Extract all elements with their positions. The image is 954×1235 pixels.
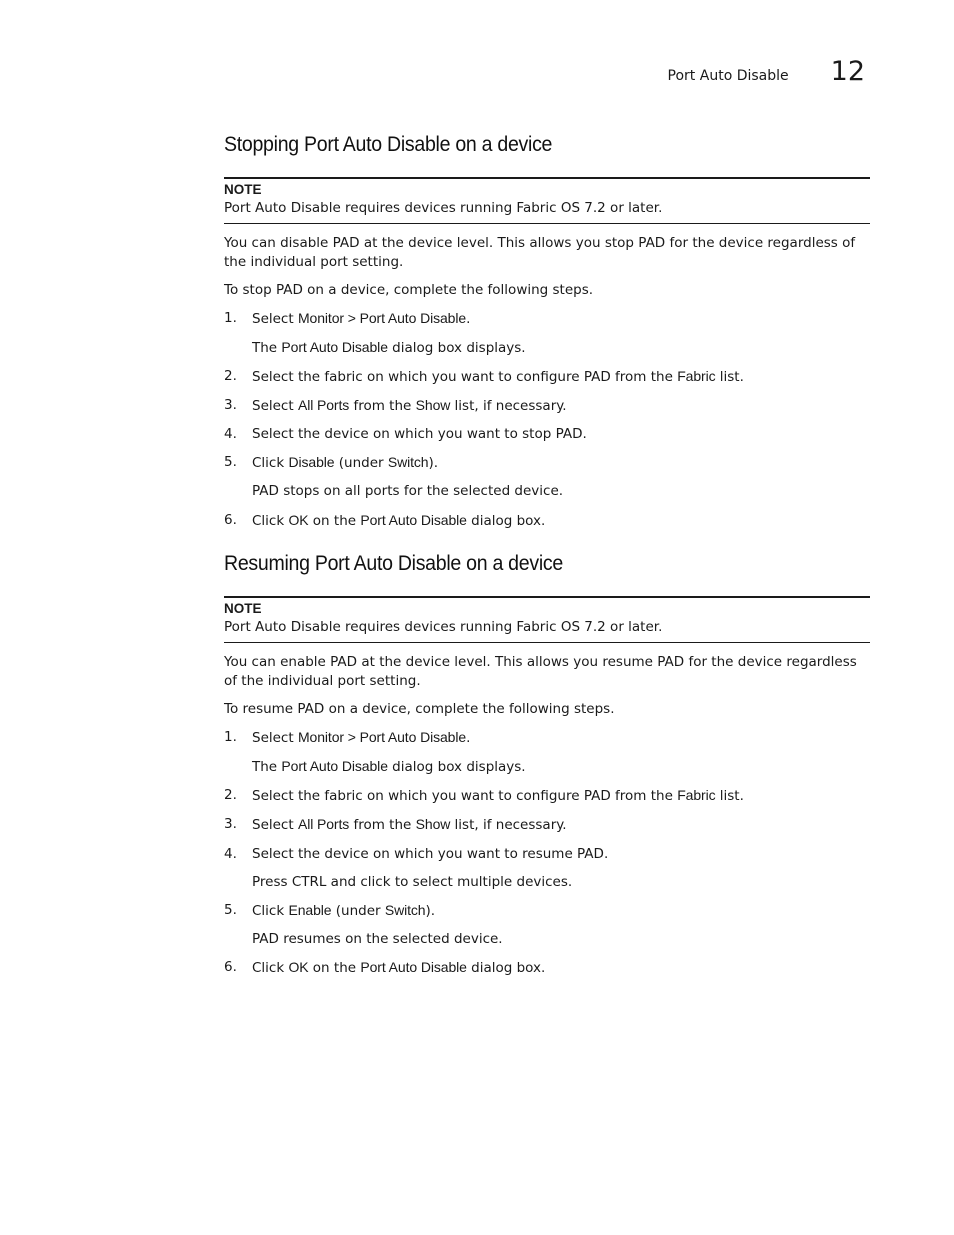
- ui-label: Show: [415, 397, 451, 413]
- note-box: [224, 177, 870, 224]
- ui-label: Fabric: [677, 368, 716, 384]
- step-item: [224, 728, 870, 748]
- step-text: Select All Ports from the Show list, if necessary.: [252, 397, 567, 414]
- ui-label: Monitor > Port Auto Disable: [297, 729, 467, 745]
- note-text: Port Auto Disable requires devices running Fabric OS 7.2 or later.: [224, 619, 663, 635]
- intro-paragraph: You can enable PAD at the device level. This allows you resume PAD for the device regardless of the individual port setting.: [224, 654, 857, 689]
- step-text: Select Monitor > Port Auto Disable.: [252, 310, 471, 327]
- step-item: [224, 901, 870, 921]
- ui-label: All Ports: [297, 816, 350, 832]
- step-item: [224, 367, 870, 387]
- note-box: [224, 596, 870, 643]
- section-stopping: [224, 133, 870, 531]
- running-header: [668, 56, 865, 87]
- step-number: 1.: [224, 310, 237, 326]
- lead-paragraph: To stop PAD on a device, complete the following steps.: [224, 282, 594, 298]
- step-result: The Port Auto Disable dialog box displays.: [252, 758, 526, 775]
- step-number: 3.: [224, 816, 237, 832]
- step-result: The Port Auto Disable dialog box displays.: [252, 339, 526, 356]
- step-number: 3.: [224, 397, 237, 413]
- step-item: [224, 815, 870, 835]
- ui-label: Port Auto Disable: [360, 959, 467, 975]
- ui-label: Monitor > Port Auto Disable: [297, 310, 467, 326]
- ui-label: Switch: [384, 902, 426, 918]
- step-text: Select the fabric on which you want to configure PAD from the Fabric list.: [252, 787, 744, 804]
- section-title: Stopping Port Auto Disable on a device: [224, 133, 553, 156]
- step-result: Press CTRL and click to select multiple devices.: [252, 874, 573, 890]
- step-number: 2.: [224, 368, 237, 384]
- step-result: PAD resumes on the selected device.: [252, 931, 503, 947]
- step-text: Click Disable (under Switch).: [252, 454, 439, 471]
- note-text: Port Auto Disable requires devices running Fabric OS 7.2 or later.: [224, 200, 663, 216]
- ui-label: OK: [288, 959, 309, 975]
- step-item: [224, 958, 870, 978]
- section-resuming: [224, 552, 870, 978]
- step-number: 2.: [224, 787, 237, 803]
- step-item: [224, 425, 870, 444]
- step-text: Click Enable (under Switch).: [252, 902, 436, 919]
- step-result: PAD stops on all ports for the selected device.: [252, 483, 564, 499]
- step-item: [224, 786, 870, 806]
- step-number: 1.: [224, 729, 237, 745]
- ui-label: Disable: [288, 454, 335, 470]
- ui-label: Port Auto Disable: [281, 339, 388, 355]
- lead-paragraph: To resume PAD on a device, complete the following steps.: [224, 701, 615, 717]
- ui-label: Switch: [387, 454, 429, 470]
- step-text: Select Monitor > Port Auto Disable.: [252, 729, 471, 746]
- note-label: NOTE: [224, 182, 262, 197]
- step-list: [224, 309, 870, 531]
- ui-label: Fabric: [677, 787, 716, 803]
- step-item: [224, 845, 870, 864]
- step-text: Select the device on which you want to resume PAD.: [252, 846, 609, 862]
- ui-label: Show: [415, 816, 451, 832]
- step-text: Select the fabric on which you want to configure PAD from the Fabric list.: [252, 368, 744, 385]
- ui-label: OK: [288, 512, 309, 528]
- ui-label: Port Auto Disable: [281, 758, 388, 774]
- step-number: 4.: [224, 426, 237, 442]
- step-text: Select All Ports from the Show list, if necessary.: [252, 816, 567, 833]
- step-text: Click OK on the Port Auto Disable dialog box.: [252, 959, 546, 976]
- chapter-number: 12: [830, 56, 865, 87]
- step-item: [224, 309, 870, 329]
- intro-paragraph: You can disable PAD at the device level. This allows you stop PAD for the device regardless of the individual port setting.: [224, 235, 856, 270]
- step-item: [224, 453, 870, 473]
- ui-label: All Ports: [297, 397, 350, 413]
- note-label: NOTE: [224, 601, 262, 616]
- ui-label: Port Auto Disable: [360, 512, 467, 528]
- step-number: 5.: [224, 454, 237, 470]
- step-item: [224, 396, 870, 416]
- step-number: 6.: [224, 959, 237, 975]
- step-item: [224, 511, 870, 531]
- step-number: 5.: [224, 902, 237, 918]
- step-number: 6.: [224, 512, 237, 528]
- step-text: Select the device on which you want to stop PAD.: [252, 426, 587, 442]
- step-number: 4.: [224, 846, 237, 862]
- header-title: Port Auto Disable: [667, 68, 789, 84]
- section-title: Resuming Port Auto Disable on a device: [224, 552, 563, 575]
- step-text: Click OK on the Port Auto Disable dialog box.: [252, 512, 546, 529]
- step-list: [224, 728, 870, 978]
- ui-label: Enable: [288, 902, 332, 918]
